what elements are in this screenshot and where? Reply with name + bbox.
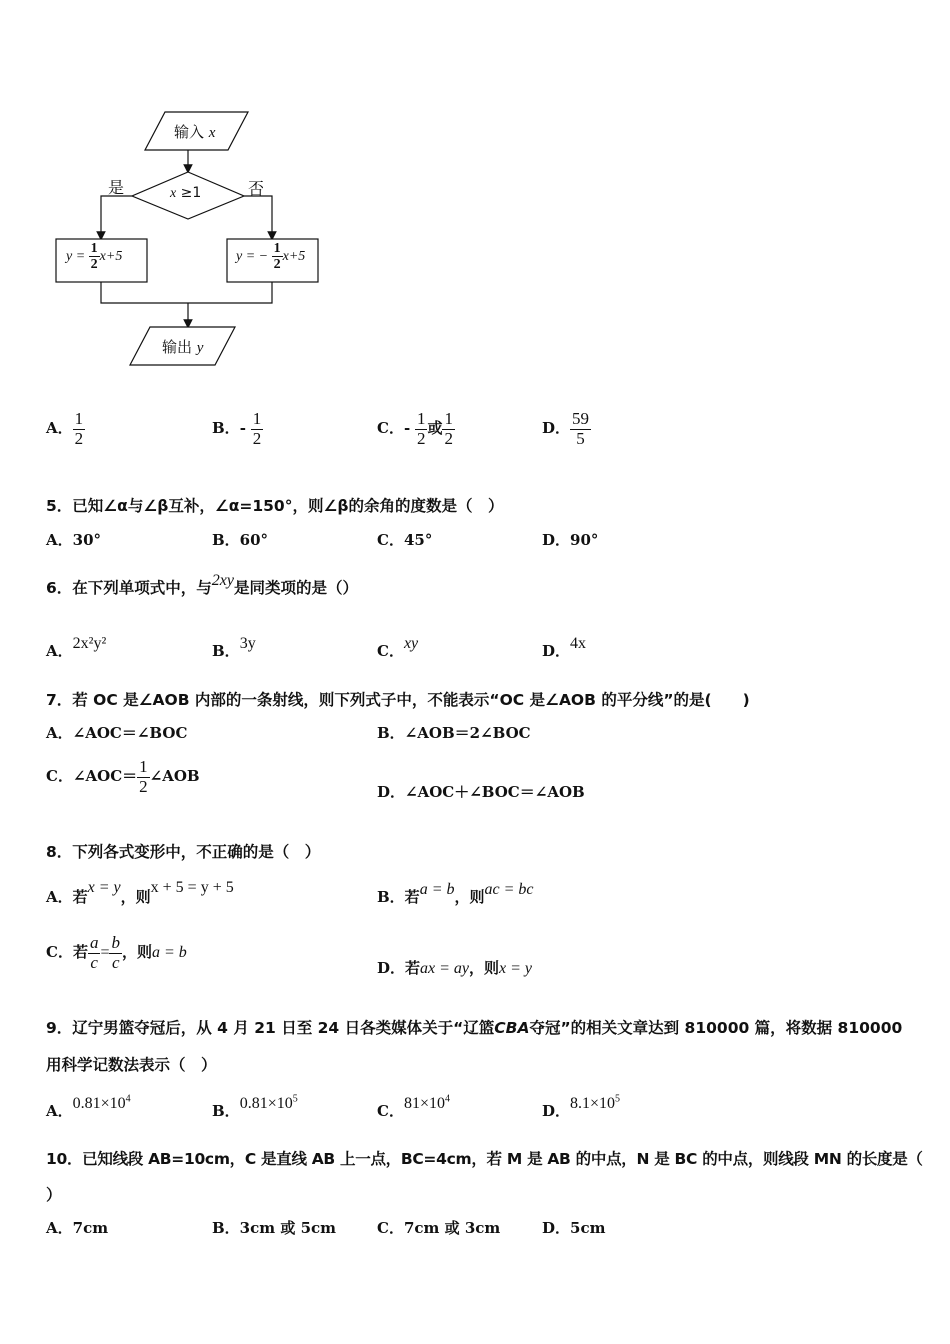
left-rhs: x+5: [99, 249, 123, 265]
q9-stem-line2: 用科学记数法表示（ ）: [46, 1056, 217, 1074]
q8-option-d: D．若ax = ay，则x = y: [377, 959, 533, 977]
q10-option-a: A．7cm: [46, 1219, 109, 1237]
fraction: $\frac{b}{c}$: [111, 933, 120, 972]
flow-arrow-yes: [101, 196, 132, 236]
q6-option-d: D．4x: [542, 635, 587, 660]
q8-stem: 8．下列各式变形中，不正确的是（ ）: [46, 843, 321, 861]
no-label: 否: [248, 179, 265, 198]
right-rhs: x+5: [282, 249, 306, 265]
fraction: $\frac{1}{2}$: [444, 409, 453, 448]
q10-option-d: D．5cm: [542, 1219, 606, 1237]
q9-option-b: B．$0.81\times 10^5$: [212, 1093, 298, 1120]
q9-option-d: D．$8.1\times 10^5$: [542, 1093, 621, 1120]
q5-option-c: C．45°: [377, 531, 433, 549]
output-label: [162, 336, 203, 357]
fraction: $\frac{1}{2}$: [252, 409, 262, 448]
q10-stem-line2: ）: [46, 1186, 62, 1204]
q5-option-d: D．90°: [542, 531, 599, 549]
q9-option-c: C．$81\times 10^4$: [377, 1093, 450, 1120]
q7-option-a: A．∠AOC＝∠BOC: [46, 724, 188, 742]
output-text: 输出: [162, 338, 193, 356]
q5-stem: 5．已知∠α与∠β互补，∠α=150°，则∠β的余角的度数是（ ）: [46, 497, 504, 515]
q10-stem-line1: 10．已知线段 AB=10cm，C 是直线 AB 上一点，BC=4cm，若 M 是 AB 的中点，N 是 BC 的中点，则线段 MN 的长度是（: [46, 1150, 923, 1168]
q8-option-a: A．若x = y，则x + 5 = y + 5: [46, 879, 234, 906]
q6-stem-expr: 2xy: [211, 572, 234, 589]
input-var: x: [208, 125, 216, 141]
q9-stem-line1: 9．辽宁男篮夺冠后，从 4 月 21 日至 24 日各类媒体关于“辽篮CBA夺冠”的相关文章达到 810000 篇，将数据 810000: [46, 1019, 903, 1037]
fraction: $\frac{1}{2}$: [139, 757, 148, 796]
q4-option-c: C．- $\frac{1}{2}$ 或 $\frac{1}{2}$: [377, 409, 453, 448]
flow-arrow-no: [244, 196, 272, 236]
q6-stem: 6．在下列单项式中，与2xy是同类项的是（）: [46, 572, 359, 597]
q8-option-b: B．若a = b，则ac = bc: [377, 881, 534, 906]
q9-option-a: A．$0.81\times 10^4$: [46, 1093, 131, 1120]
left-lhs: y =: [66, 249, 86, 265]
input-text: 输入: [174, 123, 205, 141]
q5-option-b: B．60°: [212, 531, 269, 549]
q6-option-a: A．2x²y²: [46, 635, 107, 660]
decision-label: [170, 185, 201, 202]
fraction: $\frac{1}{2}$: [74, 409, 84, 448]
cond-var: x: [170, 186, 177, 201]
q4-option-b: B．- $\frac{1}{2}$: [212, 409, 262, 448]
q4-option-a: A． $\frac{1}{2}$: [46, 409, 84, 448]
q5-option-a: A．30°: [46, 531, 102, 549]
half-fraction: $\frac{1}{2}$: [273, 241, 281, 273]
fraction: $\frac{a}{c}$: [89, 933, 99, 972]
right-lhs: y = −: [236, 249, 269, 265]
cond-op: ≥1: [180, 185, 202, 201]
half-fraction: $\frac{1}{2}$: [90, 241, 98, 273]
q7-stem: 7．若 OC 是∠AOB 内部的一条射线，则下列式子中，不能表示“OC 是∠AOB 的平分线”的是( ): [46, 691, 750, 709]
q6-option-c: C．xy: [377, 635, 419, 660]
q4-option-d: D． $\frac{59}{5}$: [542, 409, 590, 448]
flow-merge-line: [101, 282, 272, 303]
q8-option-c: C．若 $\frac{a}{c}$ = $\frac{b}{c}$ ，则a = b: [46, 933, 187, 972]
q10-option-c: C．7cm 或 3cm: [377, 1219, 501, 1237]
fraction: $\frac{59}{5}$: [572, 409, 590, 448]
q6-option-b: B．3y: [212, 635, 256, 660]
right-formula: [236, 241, 305, 273]
yes-label: 是: [108, 178, 125, 197]
q7-option-d: D．∠AOC＋∠BOC＝∠AOB: [377, 783, 585, 801]
q10-option-b: B．3cm 或 5cm: [212, 1219, 337, 1237]
q7-option-c: C．∠AOC＝ $\frac{1}{2}$ ∠AOB: [46, 757, 200, 796]
fraction: $\frac{1}{2}$: [416, 409, 426, 448]
left-formula: [66, 241, 122, 273]
output-var: y: [196, 340, 204, 356]
input-label: [174, 121, 215, 142]
q7-option-b: B．∠AOB＝2∠BOC: [377, 724, 531, 742]
